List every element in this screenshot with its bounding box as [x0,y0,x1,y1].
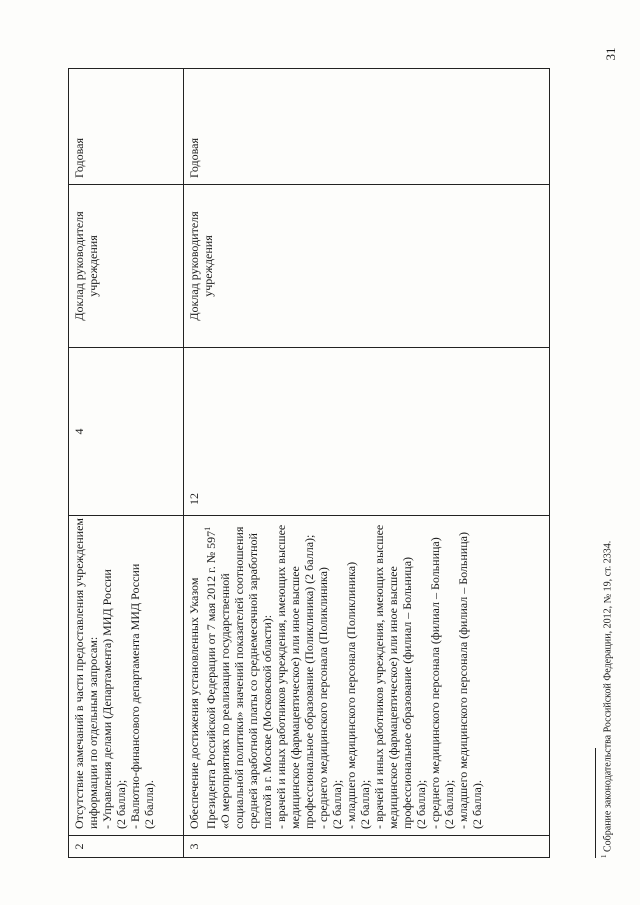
description-line: профессиональное образование (Поликлиника) (2 балла); [302,534,316,829]
description-line: профессиональное образование (филиал – Больница) [400,556,414,829]
reporting-period: Годовая [72,138,86,178]
description-text: Президента Российской Федерации от 7 мая 2012 г. № 597 [204,530,218,829]
description-line: «О мероприятиях по реализации государственной [218,573,232,829]
report-source: Доклад руководителя учреждения [184,184,549,347]
description-line: (2 балла); [114,779,128,829]
description-line: - младшего медицинского персонала (Поликлиника) [344,561,358,829]
description-line: (2 балла); [358,779,372,829]
row-number: 2 [69,835,183,857]
description-line: - среднего медицинского персонала (Поликлиника) [316,567,330,829]
description-line: Обеспечение достижения установленных Указом [187,577,201,829]
max-score: 12 [187,493,201,505]
footnote-reference: 1 [203,526,212,531]
description-line: (2 балла); [414,779,428,829]
description-line: - врачей и иных работников учреждения, имеющих высшее [274,524,288,829]
footnote-text: Собрание законодательства Российской Федерации, 2012, № 19, ст. 2334. [602,540,614,852]
max-score-cell [184,347,549,515]
description-line: - Валютно-финансового департамента МИД России [128,563,142,829]
description-line: (2 балла). [142,780,156,829]
criterion-description [184,515,549,835]
table-row [184,69,549,857]
description-line: информации по отдельным запросам: [86,636,100,829]
description-line: медицинское (фармацевтическое) или иное высшее [386,566,400,829]
criteria-table [68,68,550,858]
description-line: - среднего медицинского персонала (филиал – Больница) [428,537,442,829]
description-line: (2 балла); [442,779,456,829]
description-line: медицинское (фармацевтическое) или иное высшее [288,566,302,829]
description-line: средней заработной платы со среднемесячной заработной [246,533,260,829]
page-number: 31 [603,47,618,61]
footnote-divider [595,748,596,858]
description-line: (2 балла); [330,779,344,829]
table-row [69,69,184,857]
description-line: - Управления делами (Департамента) МИД России [100,569,114,829]
description-line: социальной политики» значений показателей соотношения [232,526,246,829]
report-source: Доклад руководителя учреждения [69,184,183,347]
max-score-cell [69,347,183,515]
footnote-mark: 1 [600,854,608,858]
description-line: Отсутствие замечаний в части предоставления учреждением [72,517,86,829]
description-line: - младшего медицинского персонала (филиал – Больница) [456,532,470,829]
max-score: 4 [72,428,86,435]
row-number: 3 [184,835,549,857]
description-line: (2 балла). [470,780,484,829]
description-line: платой в г. Москве (Московской области): [260,614,274,829]
reporting-period: Годовая [187,138,201,178]
description-line: - врачей и иных работников учреждения, имеющих высшее [372,524,386,829]
description-line [201,522,218,829]
criterion-description [69,515,183,835]
footnote [600,541,613,858]
